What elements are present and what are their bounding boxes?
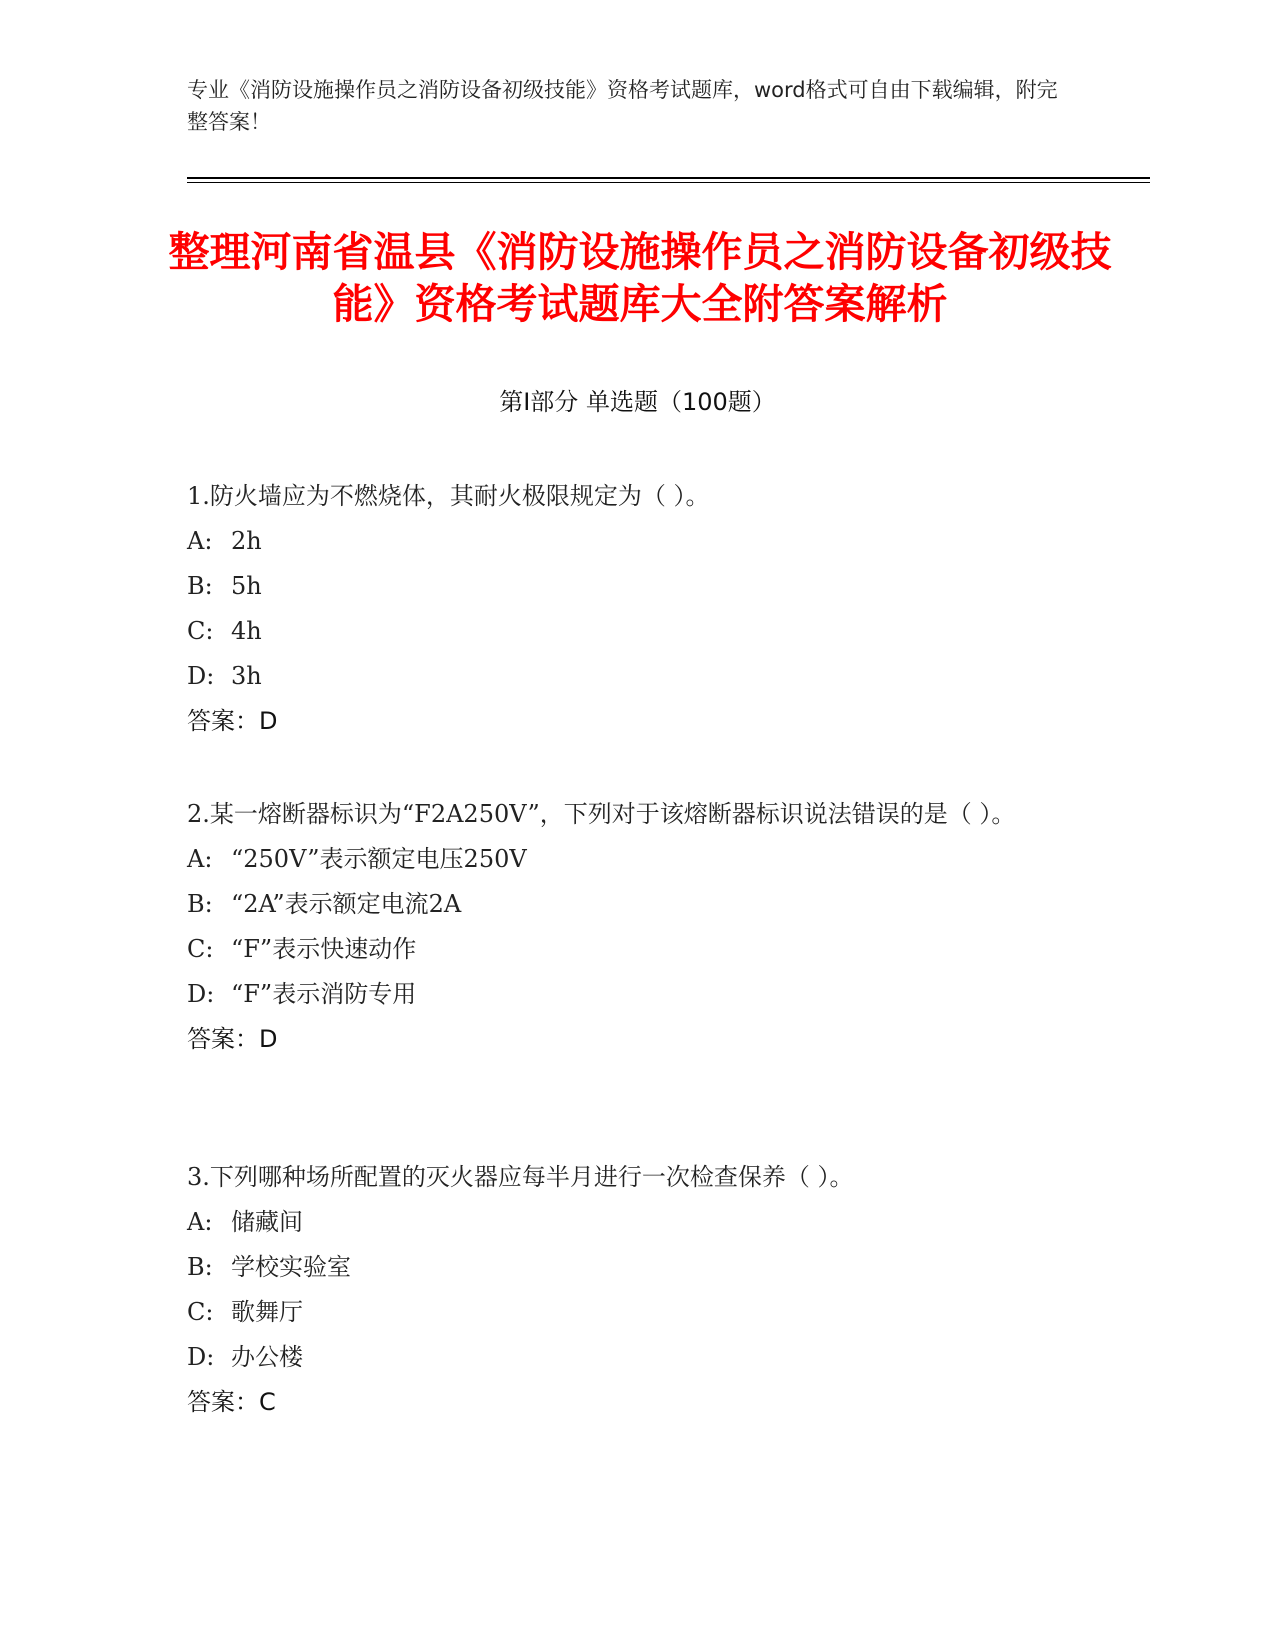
option-b [187,882,1087,927]
header-divider-thin [187,182,1150,183]
option-d [187,654,1087,699]
option-letter: C: [187,1298,214,1326]
option-text: “F”表示快速动作 [231,935,417,963]
option-text: “F”表示消防专用 [231,980,417,1008]
question-3 [187,1155,1087,1425]
option-letter: B: [187,1253,213,1281]
option-letter: D: [187,662,215,690]
option-a [187,1200,1087,1245]
question-1 [187,474,1087,744]
option-letter: B: [187,890,213,918]
question-stem: 2.某一熔断器标识为“F2A250V”，下列对于该熔断器标识说法错误的是（ ）。 [187,800,1016,828]
option-letter: A: [187,527,213,555]
option-letter: C: [187,935,214,963]
answer: 答案：D [187,707,278,735]
answer: 答案：C [187,1388,276,1416]
option-letter: D: [187,980,215,1008]
option-d [187,972,1087,1017]
option-text: 5h [231,572,262,600]
option-d [187,1335,1087,1380]
option-letter: D: [187,1343,215,1371]
question-stem: 3.下列哪种场所配置的灭火器应每半月进行一次检查保养（ ）。 [187,1163,854,1191]
option-text: 办公楼 [231,1343,303,1371]
question-stem: 1.防火墙应为不燃烧体，其耐火极限规定为（ ）。 [187,482,710,510]
section-title: 第I部分 单选题（100题） [499,388,776,416]
option-a [187,519,1087,564]
option-b [187,1245,1087,1290]
option-letter: B: [187,572,213,600]
question-2 [187,792,1087,1062]
option-b [187,564,1087,609]
option-text: “250V”表示额定电压250V [231,845,527,873]
option-c [187,609,1087,654]
option-text: 储藏间 [231,1208,303,1236]
header-divider-thick [187,177,1150,179]
header-note: 专业《消防设施操作员之消防设备初级技能》资格考试题库，word格式可自由下载编辑，附完整答案！ [187,78,1058,134]
document-title: 整理河南省温县《消防设施操作员之消防设备初级技能》资格考试题库大全附答案解析 [168,228,1112,328]
option-text: 4h [231,617,262,645]
option-c [187,1290,1087,1335]
option-letter: A: [187,845,213,873]
option-letter: C: [187,617,214,645]
answer: 答案：D [187,1025,278,1053]
option-c [187,927,1087,972]
option-text: 2h [231,527,262,555]
option-text: 3h [231,662,262,690]
option-text: “2A”表示额定电流2A [231,890,462,918]
option-a [187,837,1087,882]
option-text: 学校实验室 [231,1253,351,1281]
option-text: 歌舞厅 [231,1298,303,1326]
option-letter: A: [187,1208,213,1236]
